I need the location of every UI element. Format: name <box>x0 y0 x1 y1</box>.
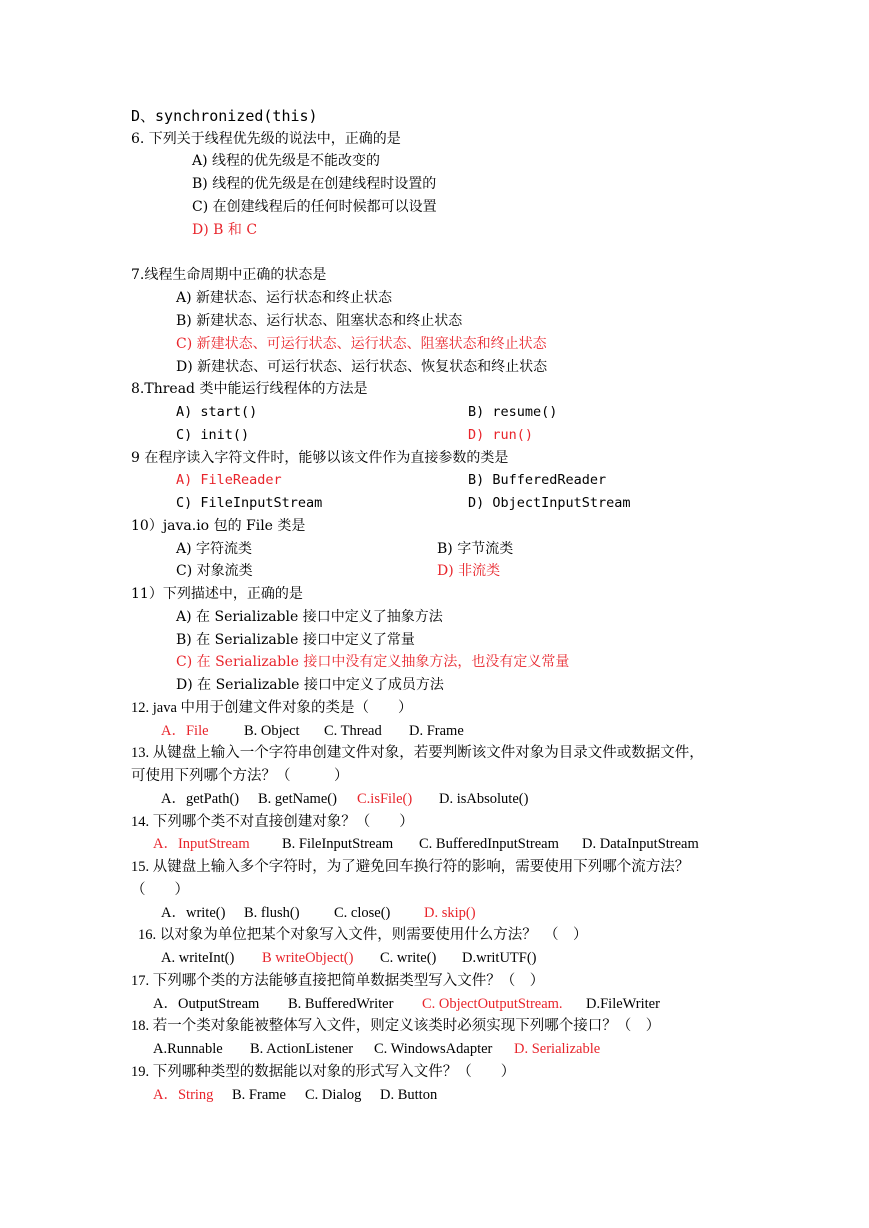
q6-option-d-answer: D) B 和 C <box>192 222 258 238</box>
q17-option-d: D.FileWriter <box>586 996 660 1012</box>
q15-question-line2: （ ） <box>131 882 189 898</box>
q7-option-b: B) 新建状态、运行状态、阻塞状态和终止状态 <box>176 313 463 329</box>
q9-option-a-answer: A) FileReader <box>176 472 282 488</box>
q11-option-a: A) 在 Serializable 接口中定义了抽象方法 <box>176 609 443 625</box>
q8-option-b: B) resume() <box>468 404 558 420</box>
q19-option-d: D. Button <box>380 1087 438 1103</box>
q13-option-d: D. isAbsolute() <box>439 791 529 807</box>
q19-option-a-answer: A．String <box>153 1087 214 1103</box>
q12-option-a-answer: A．File <box>161 723 209 739</box>
q9-option-b: B) BufferedReader <box>468 472 607 488</box>
q12-question: 12. java 中用于创建文件对象的类是（ ） <box>131 700 413 716</box>
q6-question: 6. 下列关于线程优先级的说法中，正确的是 <box>131 131 401 147</box>
q14-option-b: B. FileInputStream <box>282 836 394 852</box>
q15-option-d-answer: D. skip() <box>424 905 476 921</box>
q13-option-b: B. getName() <box>258 791 337 807</box>
q8-option-c: C) init() <box>176 427 250 443</box>
q19-option-b: B. Frame <box>232 1087 286 1103</box>
q11-option-c-answer: C) 在 Serializable 接口中没有定义抽象方法，也没有定义常量 <box>176 654 570 670</box>
q15-question-line1: 15. 从键盘上输入多个字符时，为了避免回车换行符的影响，需要使用下列哪个流方法？ <box>131 859 690 875</box>
q6-option-c: C) 在创建线程后的任何时候都可以设置 <box>192 199 437 215</box>
q17-option-a: A．OutputStream <box>153 996 260 1012</box>
q10-option-a: A) 字符流类 <box>176 541 253 557</box>
q6-option-a: A) 线程的优先级是不能改变的 <box>192 153 381 169</box>
q16-option-d: D.writUTF() <box>462 950 537 966</box>
q10-option-c: C) 对象流类 <box>176 563 253 579</box>
q9-option-d: D) ObjectInputStream <box>468 495 631 511</box>
q14-option-d: D. DataInputStream <box>582 836 699 852</box>
q10-question: 10）java.io 包的 File 类是 <box>131 518 306 534</box>
q8-question: 8.Thread 类中能运行线程体的方法是 <box>131 381 368 397</box>
q9-question: 9 在程序读入字符文件时，能够以该文件作为直接参数的类是 <box>131 450 509 466</box>
q16-option-c: C. write() <box>380 950 437 966</box>
q7-question: 7.线程生命周期中正确的状态是 <box>131 267 327 283</box>
q17-question: 17. 下列哪个类的方法能够直接把简单数据类型写入文件？（ ） <box>131 973 545 989</box>
q12-option-c: C. Thread <box>324 723 382 739</box>
q13-option-a: A．getPath() <box>161 791 240 807</box>
q5-option-d: D、synchronized(this) <box>131 107 318 125</box>
q6-option-b: B) 线程的优先级是在创建线程时设置的 <box>192 176 437 192</box>
q8-option-a: A) start() <box>176 404 258 420</box>
q14-question: 14. 下列哪个类不对直接创建对象？（ ） <box>131 814 414 830</box>
q18-option-a: A.Runnable <box>153 1041 223 1057</box>
q12-option-d: D. Frame <box>409 723 464 739</box>
q16-question: 16. 以对象为单位把某个对象写入文件，则需要使用什么方法？ （ ） <box>138 927 588 943</box>
q11-option-d: D) 在 Serializable 接口中定义了成员方法 <box>176 677 444 693</box>
q19-option-c: C. Dialog <box>305 1087 362 1103</box>
q19-question: 19. 下列哪种类型的数据能以对象的形式写入文件？（ ） <box>131 1064 516 1080</box>
q18-option-b: B. ActionListener <box>250 1041 354 1057</box>
q17-option-b: B. BufferedWriter <box>288 996 394 1012</box>
q12-option-b: B. Object <box>244 723 300 739</box>
q11-question: 11）下列描述中，正确的是 <box>131 586 303 602</box>
q8-option-d-answer: D) run() <box>468 427 534 443</box>
q16-option-a: A. writeInt() <box>161 950 235 966</box>
q9-option-c: C) FileInputStream <box>176 495 323 511</box>
q7-option-a: A) 新建状态、运行状态和终止状态 <box>176 290 393 306</box>
q16-option-b-answer: B writeObject() <box>262 950 354 966</box>
q15-option-b: B. flush() <box>244 905 300 921</box>
q14-option-c: C. BufferedInputStream <box>419 836 559 852</box>
q15-option-a: A．write() <box>161 905 226 921</box>
q7-option-c-answer: C) 新建状态、可运行状态、运行状态、阻塞状态和终止状态 <box>176 336 547 352</box>
q13-question-line1: 13. 从键盘上输入一个字符串创建文件对象，若要判断该文件对象为目录文件或数据文件， <box>131 745 704 761</box>
q13-question-line2: 可使用下列哪个方法？（ ） <box>131 768 349 784</box>
q10-option-b: B) 字节流类 <box>437 541 514 557</box>
q7-option-d: D) 新建状态、可运行状态、运行状态、恢复状态和终止状态 <box>176 359 548 375</box>
q18-option-c: C. WindowsAdapter <box>374 1041 493 1057</box>
q18-question: 18. 若一个类对象能被整体写入文件，则定义该类时必须实现下列哪个接口？（ ） <box>131 1018 661 1034</box>
q18-option-d-answer: D. Serializable <box>514 1041 601 1057</box>
q10-option-d-answer: D) 非流类 <box>437 563 501 579</box>
q15-option-c: C. close() <box>334 905 391 921</box>
q17-option-c-answer: C. ObjectOutputStream. <box>422 996 563 1012</box>
q11-option-b: B) 在 Serializable 接口中定义了常量 <box>176 632 415 648</box>
q14-option-a-answer: A．InputStream <box>153 836 250 852</box>
q13-option-c-answer: C.isFile() <box>357 791 413 807</box>
